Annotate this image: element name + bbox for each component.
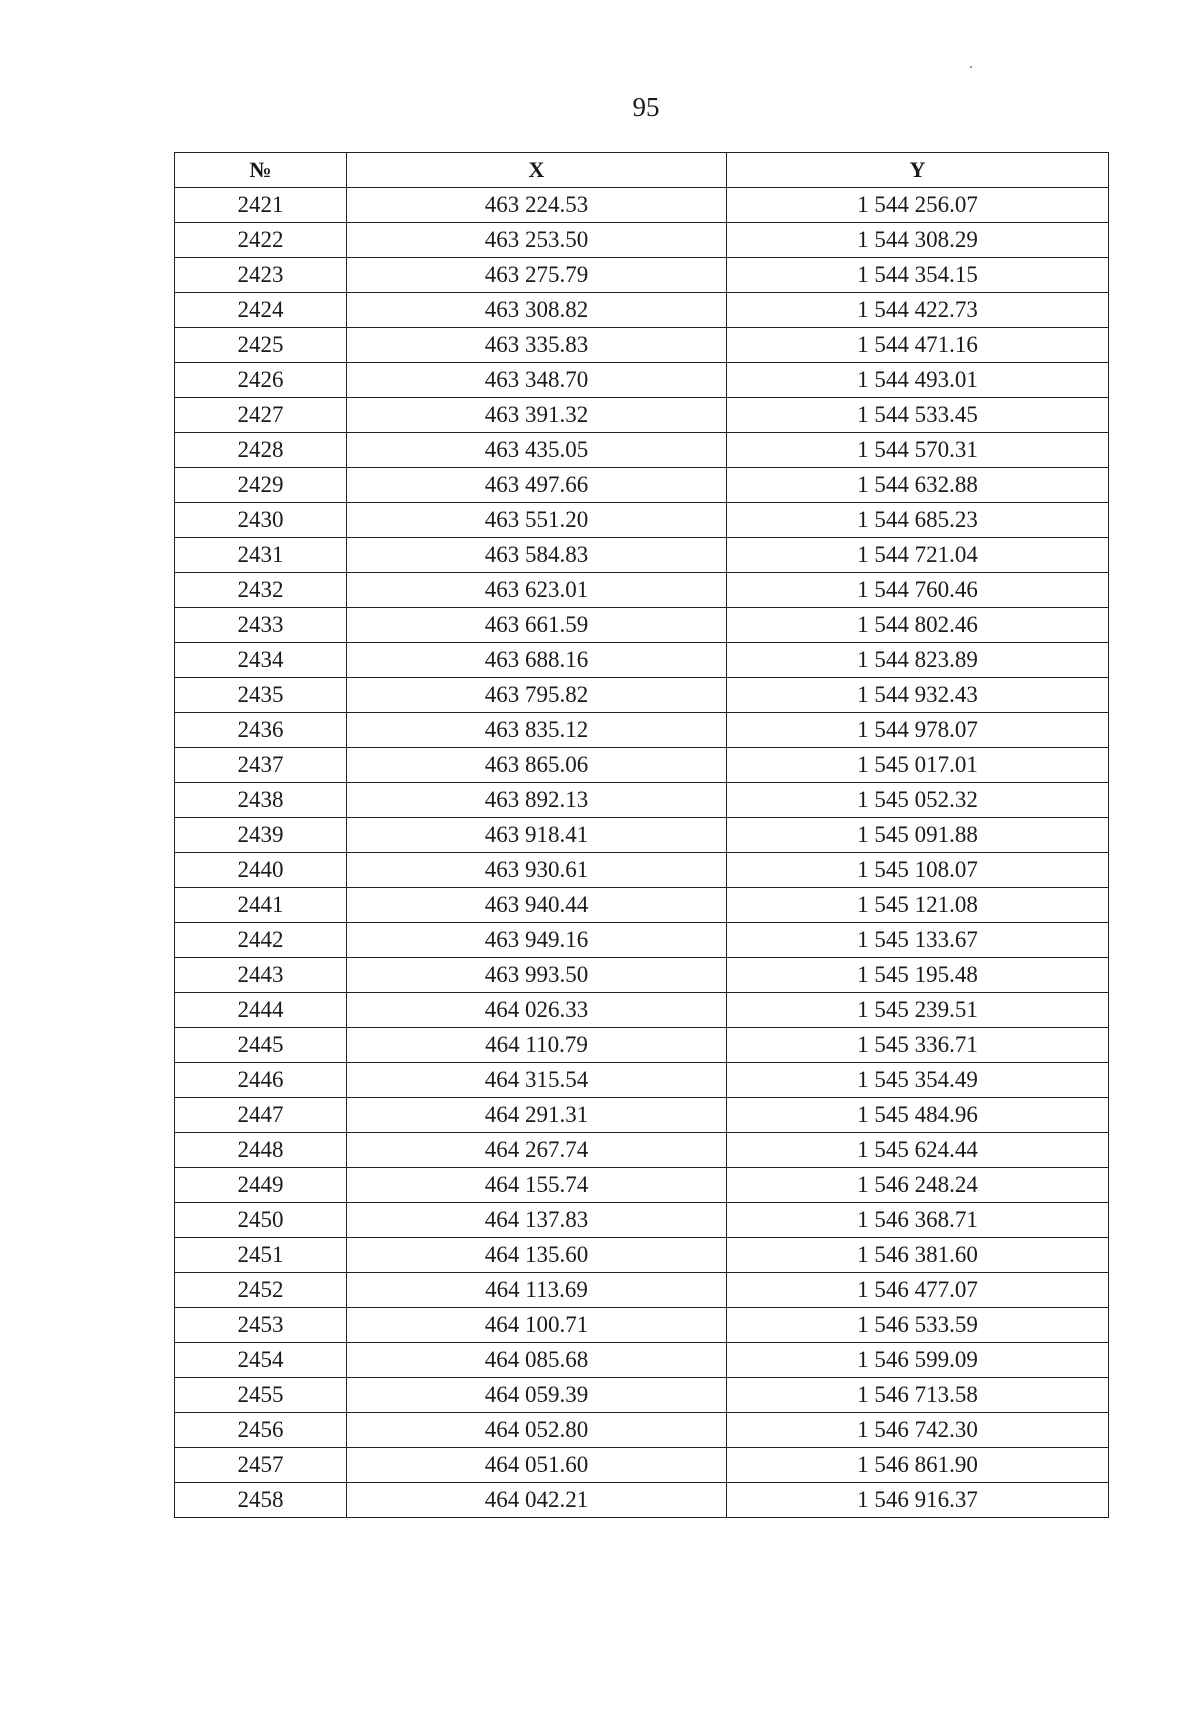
table-row bbox=[175, 188, 1109, 223]
table-row bbox=[175, 433, 1109, 468]
cell-x: 464 059.39 bbox=[347, 1378, 727, 1413]
cell-y: 1 545 354.49 bbox=[727, 1063, 1109, 1098]
table-row bbox=[175, 818, 1109, 853]
cell-number: 2423 bbox=[175, 258, 347, 293]
table-row bbox=[175, 748, 1109, 783]
cell-x: 463 865.06 bbox=[347, 748, 727, 783]
cell-y: 1 545 624.44 bbox=[727, 1133, 1109, 1168]
cell-y: 1 545 017.01 bbox=[727, 748, 1109, 783]
cell-y: 1 544 570.31 bbox=[727, 433, 1109, 468]
cell-x: 463 224.53 bbox=[347, 188, 727, 223]
cell-y: 1 545 336.71 bbox=[727, 1028, 1109, 1063]
cell-number: 2436 bbox=[175, 713, 347, 748]
header-x: X bbox=[347, 153, 727, 188]
cell-number: 2449 bbox=[175, 1168, 347, 1203]
table-row bbox=[175, 328, 1109, 363]
cell-y: 1 545 108.07 bbox=[727, 853, 1109, 888]
cell-x: 463 551.20 bbox=[347, 503, 727, 538]
cell-x: 463 335.83 bbox=[347, 328, 727, 363]
table-row bbox=[175, 958, 1109, 993]
cell-number: 2441 bbox=[175, 888, 347, 923]
cell-x: 463 661.59 bbox=[347, 608, 727, 643]
cell-y: 1 544 685.23 bbox=[727, 503, 1109, 538]
cell-number: 2429 bbox=[175, 468, 347, 503]
table-row bbox=[175, 1273, 1109, 1308]
cell-y: 1 544 354.15 bbox=[727, 258, 1109, 293]
cell-y: 1 545 484.96 bbox=[727, 1098, 1109, 1133]
scan-speck bbox=[970, 66, 972, 68]
cell-number: 2425 bbox=[175, 328, 347, 363]
table-row bbox=[175, 293, 1109, 328]
table-row bbox=[175, 643, 1109, 678]
cell-y: 1 544 471.16 bbox=[727, 328, 1109, 363]
cell-y: 1 546 742.30 bbox=[727, 1413, 1109, 1448]
cell-y: 1 544 721.04 bbox=[727, 538, 1109, 573]
cell-x: 464 052.80 bbox=[347, 1413, 727, 1448]
cell-number: 2435 bbox=[175, 678, 347, 713]
cell-y: 1 545 091.88 bbox=[727, 818, 1109, 853]
cell-y: 1 544 802.46 bbox=[727, 608, 1109, 643]
cell-number: 2446 bbox=[175, 1063, 347, 1098]
cell-x: 464 026.33 bbox=[347, 993, 727, 1028]
cell-y: 1 545 052.32 bbox=[727, 783, 1109, 818]
cell-x: 464 110.79 bbox=[347, 1028, 727, 1063]
cell-x: 464 137.83 bbox=[347, 1203, 727, 1238]
cell-number: 2421 bbox=[175, 188, 347, 223]
cell-y: 1 546 477.07 bbox=[727, 1273, 1109, 1308]
table-row bbox=[175, 853, 1109, 888]
cell-y: 1 544 422.73 bbox=[727, 293, 1109, 328]
cell-y: 1 546 599.09 bbox=[727, 1343, 1109, 1378]
cell-x: 463 253.50 bbox=[347, 223, 727, 258]
cell-x: 463 795.82 bbox=[347, 678, 727, 713]
cell-x: 463 435.05 bbox=[347, 433, 727, 468]
cell-y: 1 544 493.01 bbox=[727, 363, 1109, 398]
cell-x: 464 267.74 bbox=[347, 1133, 727, 1168]
table-row bbox=[175, 1063, 1109, 1098]
cell-number: 2451 bbox=[175, 1238, 347, 1273]
cell-number: 2434 bbox=[175, 643, 347, 678]
cell-x: 464 135.60 bbox=[347, 1238, 727, 1273]
table-body bbox=[175, 188, 1109, 1518]
table-row bbox=[175, 1238, 1109, 1273]
cell-x: 463 940.44 bbox=[347, 888, 727, 923]
cell-number: 2430 bbox=[175, 503, 347, 538]
cell-y: 1 544 256.07 bbox=[727, 188, 1109, 223]
cell-y: 1 544 932.43 bbox=[727, 678, 1109, 713]
cell-x: 463 348.70 bbox=[347, 363, 727, 398]
cell-x: 463 391.32 bbox=[347, 398, 727, 433]
table-row bbox=[175, 363, 1109, 398]
cell-x: 464 291.31 bbox=[347, 1098, 727, 1133]
table-row bbox=[175, 503, 1109, 538]
cell-number: 2437 bbox=[175, 748, 347, 783]
cell-x: 464 100.71 bbox=[347, 1308, 727, 1343]
cell-y: 1 546 861.90 bbox=[727, 1448, 1109, 1483]
cell-number: 2431 bbox=[175, 538, 347, 573]
table-row bbox=[175, 468, 1109, 503]
table-row bbox=[175, 1413, 1109, 1448]
cell-number: 2427 bbox=[175, 398, 347, 433]
cell-x: 463 623.01 bbox=[347, 573, 727, 608]
cell-number: 2456 bbox=[175, 1413, 347, 1448]
cell-number: 2458 bbox=[175, 1483, 347, 1518]
table-row bbox=[175, 258, 1109, 293]
table-row bbox=[175, 993, 1109, 1028]
cell-x: 464 113.69 bbox=[347, 1273, 727, 1308]
cell-y: 1 546 248.24 bbox=[727, 1168, 1109, 1203]
cell-y: 1 545 195.48 bbox=[727, 958, 1109, 993]
table-row bbox=[175, 1028, 1109, 1063]
cell-y: 1 544 823.89 bbox=[727, 643, 1109, 678]
cell-y: 1 544 533.45 bbox=[727, 398, 1109, 433]
cell-number: 2438 bbox=[175, 783, 347, 818]
cell-y: 1 545 121.08 bbox=[727, 888, 1109, 923]
cell-y: 1 546 368.71 bbox=[727, 1203, 1109, 1238]
table-row bbox=[175, 1448, 1109, 1483]
cell-x: 463 993.50 bbox=[347, 958, 727, 993]
cell-y: 1 546 533.59 bbox=[727, 1308, 1109, 1343]
cell-x: 463 892.13 bbox=[347, 783, 727, 818]
cell-number: 2440 bbox=[175, 853, 347, 888]
cell-number: 2445 bbox=[175, 1028, 347, 1063]
cell-x: 464 085.68 bbox=[347, 1343, 727, 1378]
cell-number: 2448 bbox=[175, 1133, 347, 1168]
table-row bbox=[175, 783, 1109, 818]
cell-x: 463 930.61 bbox=[347, 853, 727, 888]
table-row bbox=[175, 1098, 1109, 1133]
table-row bbox=[175, 1133, 1109, 1168]
page-number: 95 bbox=[632, 92, 660, 122]
cell-number: 2424 bbox=[175, 293, 347, 328]
cell-y: 1 544 978.07 bbox=[727, 713, 1109, 748]
cell-x: 463 275.79 bbox=[347, 258, 727, 293]
table-row bbox=[175, 573, 1109, 608]
cell-number: 2433 bbox=[175, 608, 347, 643]
table-row bbox=[175, 608, 1109, 643]
table-row bbox=[175, 678, 1109, 713]
cell-number: 2453 bbox=[175, 1308, 347, 1343]
cell-y: 1 545 133.67 bbox=[727, 923, 1109, 958]
coordinates-table bbox=[174, 152, 1109, 1518]
cell-x: 463 688.16 bbox=[347, 643, 727, 678]
cell-number: 2426 bbox=[175, 363, 347, 398]
cell-y: 1 546 713.58 bbox=[727, 1378, 1109, 1413]
cell-y: 1 545 239.51 bbox=[727, 993, 1109, 1028]
table-row bbox=[175, 1378, 1109, 1413]
table-row bbox=[175, 1483, 1109, 1518]
cell-number: 2454 bbox=[175, 1343, 347, 1378]
table-row bbox=[175, 1343, 1109, 1378]
cell-number: 2442 bbox=[175, 923, 347, 958]
cell-x: 463 584.83 bbox=[347, 538, 727, 573]
cell-number: 2443 bbox=[175, 958, 347, 993]
cell-number: 2439 bbox=[175, 818, 347, 853]
cell-x: 463 308.82 bbox=[347, 293, 727, 328]
cell-x: 464 051.60 bbox=[347, 1448, 727, 1483]
table-row bbox=[175, 713, 1109, 748]
table-row bbox=[175, 398, 1109, 433]
cell-number: 2455 bbox=[175, 1378, 347, 1413]
cell-number: 2447 bbox=[175, 1098, 347, 1133]
cell-x: 463 918.41 bbox=[347, 818, 727, 853]
table-row bbox=[175, 1203, 1109, 1238]
cell-number: 2432 bbox=[175, 573, 347, 608]
header-y: Y bbox=[727, 153, 1109, 188]
table-row bbox=[175, 538, 1109, 573]
cell-number: 2450 bbox=[175, 1203, 347, 1238]
cell-x: 464 042.21 bbox=[347, 1483, 727, 1518]
table-header-row bbox=[175, 153, 1109, 188]
cell-x: 463 835.12 bbox=[347, 713, 727, 748]
cell-number: 2428 bbox=[175, 433, 347, 468]
cell-y: 1 544 760.46 bbox=[727, 573, 1109, 608]
cell-y: 1 544 308.29 bbox=[727, 223, 1109, 258]
table-row bbox=[175, 1168, 1109, 1203]
cell-number: 2444 bbox=[175, 993, 347, 1028]
cell-number: 2457 bbox=[175, 1448, 347, 1483]
table-row bbox=[175, 923, 1109, 958]
cell-x: 464 155.74 bbox=[347, 1168, 727, 1203]
cell-x: 463 497.66 bbox=[347, 468, 727, 503]
table-row bbox=[175, 1308, 1109, 1343]
cell-number: 2422 bbox=[175, 223, 347, 258]
table-row bbox=[175, 888, 1109, 923]
cell-y: 1 544 632.88 bbox=[727, 468, 1109, 503]
cell-y: 1 546 916.37 bbox=[727, 1483, 1109, 1518]
cell-x: 463 949.16 bbox=[347, 923, 727, 958]
cell-number: 2452 bbox=[175, 1273, 347, 1308]
header-number: № bbox=[175, 153, 347, 188]
table-row bbox=[175, 223, 1109, 258]
cell-y: 1 546 381.60 bbox=[727, 1238, 1109, 1273]
cell-x: 464 315.54 bbox=[347, 1063, 727, 1098]
